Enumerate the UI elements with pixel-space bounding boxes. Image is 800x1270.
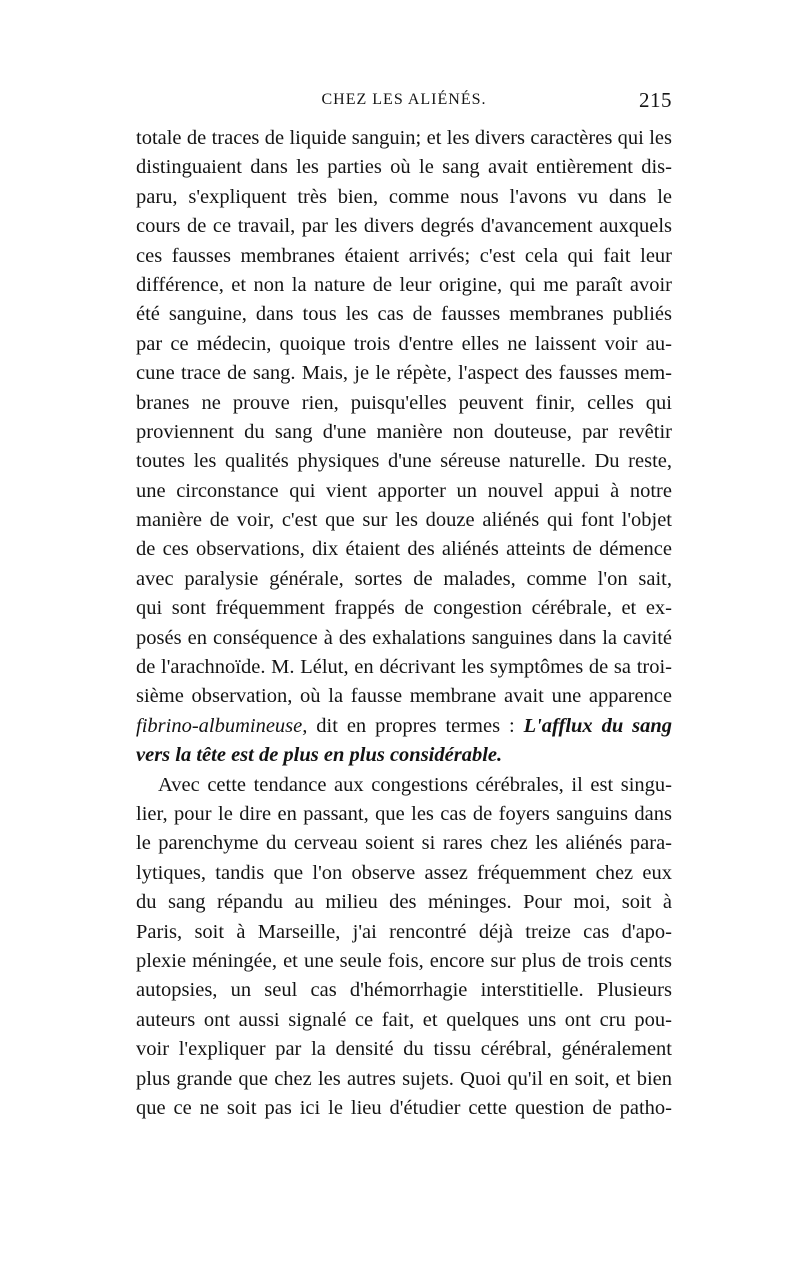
text-line: plexie méningée, et une seule fois, encore sur plus de trois cents [136,949,672,972]
text-line: manière de voir, c'est que sur les douze aliénés qui font l'objet [136,509,672,532]
text-line: Paris, soit à Marseille, j'ai rencontré déjà treize cas d'apo- [136,920,672,943]
text-line: paru, s'expliquent très bien, comme nous l'avons vu dans le [136,185,672,208]
italic-line-2 [136,741,672,770]
page-number: 215 [639,88,672,112]
italic-term: fibrino-albumineuse, [136,714,308,737]
quote-end: vers la tête est de plus en plus considérable. [136,744,503,767]
text-line: du sang répandu au milieu des méninges. Pour moi, soit à [136,891,672,914]
text-line: voir l'expliquer par la densité du tissu cérébral, généralement [136,1038,672,1061]
italic-line-1 [136,712,672,741]
quote-start: L'afflux du sang [523,714,672,737]
text-line: le parenchyme du cerveau soient si rares chez les aliénés para- [136,832,672,855]
text-line: sième observation, où la fausse membrane avait une apparence [136,685,672,708]
text-line: posés en conséquence à des exhalations sanguines dans la cavité [136,626,672,649]
text-line: par ce médecin, quoique trois d'entre elles ne laissent voir au- [136,332,672,355]
quote-connector: dit en propres termes : [307,714,524,737]
text-line: cours de ce travail, par les divers degrés d'avancement auxquels [136,215,672,238]
text-line: qui sont fréquemment frappés de congestion cérébrale, et ex- [136,597,672,620]
text-line: une circonstance qui vient apporter un nouvel appui à notre [136,479,672,502]
running-title: CHEZ LES ALIÉNÉS. [321,91,487,108]
text-line: été sanguine, dans tous les cas de fausses membranes publiés [136,303,672,326]
text-line: de l'arachnoïde. M. Lélut, en décrivant les symptômes de sa troi- [136,656,672,679]
text-line: autopsies, un seul cas d'hémorrhagie interstitielle. Plusieurs [136,979,672,1002]
text-line: ces fausses membranes étaient arrivés; c'est cela qui fait leur [136,244,672,267]
paragraph-2 [136,771,672,1124]
text-line: proviennent du sang d'une manière non douteuse, par revêtir [136,420,672,443]
text-line: lytiques, tandis que l'on observe assez fréquemment chez eux [136,861,672,884]
body-text [136,124,672,1123]
text-line: différence, et non la nature de leur origine, qui me paraît avoir [136,273,672,296]
paragraph-1 [136,124,672,712]
text-line: auteurs ont aussi signalé ce fait, et quelques uns ont cru pou- [136,1008,672,1031]
text-line: avec paralysie générale, sortes de malades, comme l'on sait, [136,567,672,590]
text-line: distinguaient dans les parties où le sang avait entièrement dis- [136,156,672,179]
text-line: de ces observations, dix étaient des aliénés atteints de démence [136,538,672,561]
page-header [136,88,672,117]
text-line: lier, pour le dire en passant, que les cas de foyers sanguins dans [136,802,672,825]
text-line: plus grande que chez les autres sujets. Quoi qu'il en soit, et bien [136,1067,672,1090]
text-line: totale de traces de liquide sanguin; et les divers caractères qui les [136,127,672,149]
text-line: que ce ne soit pas ici le lieu d'étudier cette question de patho- [136,1096,672,1119]
text-line: branes ne prouve rien, puisqu'elles peuvent finir, celles qui [136,391,672,414]
text-line: Avec cette tendance aux congestions cérébrales, il est singu- [158,773,672,796]
text-line: cune trace de sang. Mais, je le répète, l'aspect des fausses mem- [136,362,672,385]
text-line: toutes les qualités physiques d'une séreuse naturelle. Du reste, [136,450,672,473]
